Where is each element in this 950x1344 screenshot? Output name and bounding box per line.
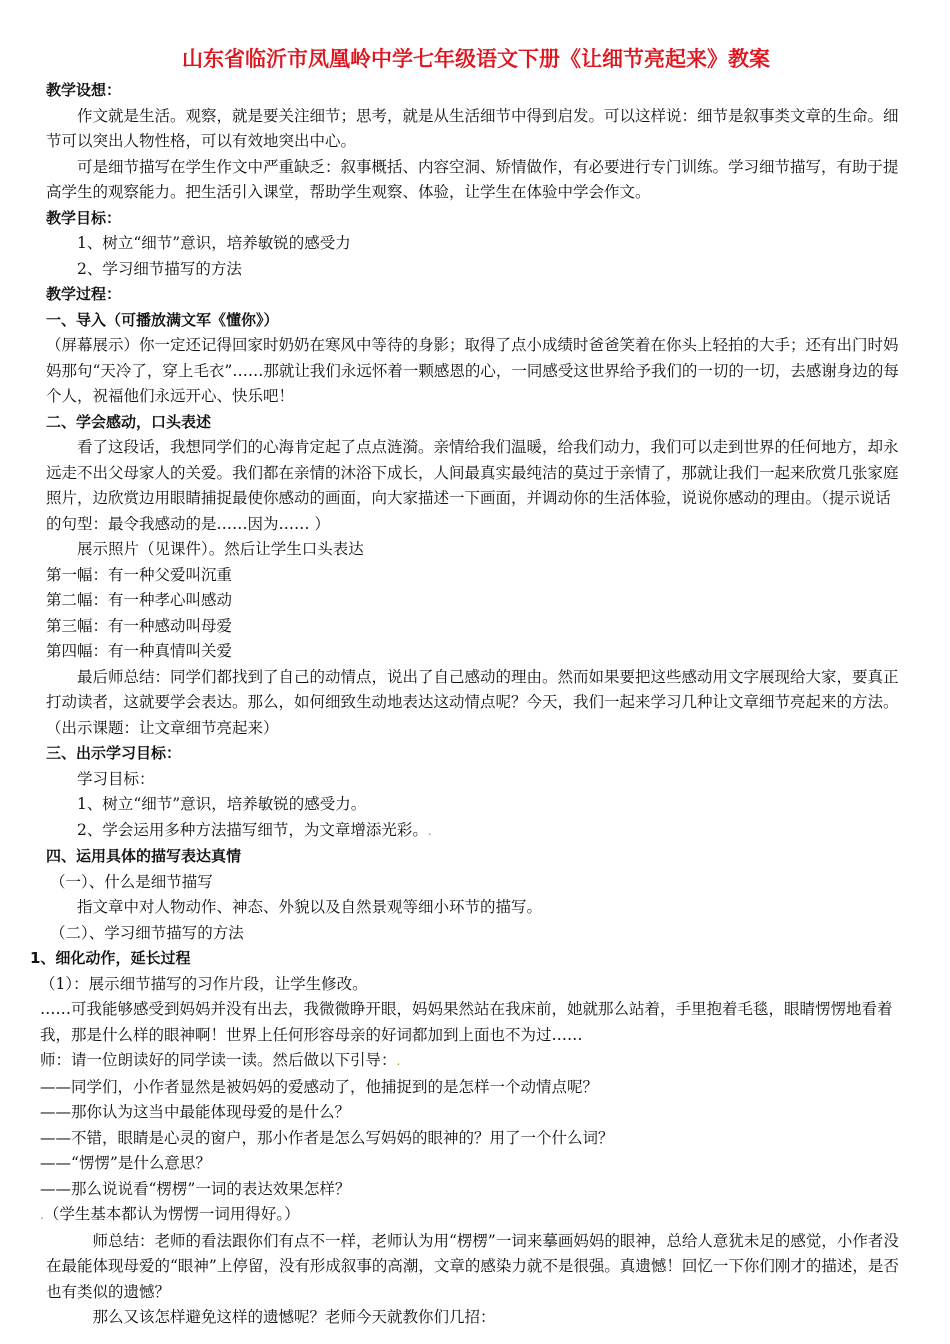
section-2-paragraph-2: 展示照片（见课件）。然后让学生口头表达 <box>77 540 364 558</box>
method-1-summary: 师总结：老师的看法跟你们有点不一样，老师认为用“楞楞”一词来摹画妈妈的眼神，总给人意犹未足的感觉，小作者没在最能体现母爱的“眼神”上停留，没有形成叙事的高潮，文章的感染力就不是很强。真遗憾！回忆一下你们刚才的描述，是否也有类似的遗憾？ <box>46 1231 899 1301</box>
frame-item-3: 第三幅：有一种感动叫母爱 <box>46 616 233 635</box>
goals-heading: 教学目标： <box>46 208 122 227</box>
design-paragraph-1: 作文就是生活。观察，就是要关注细节；思考，就是从生活细节中得到启发。可以这样说：细节是叙事类文章的生命。细节可以突出人物性格，可以有效地突出中心。 <box>46 106 899 150</box>
frame-item-4: 第四幅：有一种真情叫关爱 <box>46 642 233 660</box>
design-heading: 教学设想： <box>46 81 122 99</box>
subsection-1-text: 指文章中对人物动作、神态、外貌以及自然景观等细小环节的描写。 <box>77 898 543 916</box>
decorative-dot: . <box>40 1208 44 1222</box>
section-1-heading: 一、导入（可播放满文军《懂你》） <box>46 310 279 329</box>
frame-item-1: 第一幅：有一种父爱叫沉重 <box>46 565 233 584</box>
section-2-heading: 二、学会感动，口头表述 <box>46 412 212 431</box>
method-1-heading: 1、细化动作，延长过程 <box>30 949 191 967</box>
frame-item-2: 第二幅：有一种孝心叫感动 <box>46 591 233 609</box>
method-1-question-5: ——那么说说看“楞楞”一词的表达效果怎样？ <box>40 1179 351 1198</box>
design-paragraph-2: 可是细节描写在学生作文中严重缺乏：叙事概括、内容空洞、矫情做作，有必要进行专门训练。学习细节描写，有助于提高学生的观察能力。把生活引入课堂，帮助学生观察、体验，让学生在体验中学会作文。 <box>46 157 899 201</box>
decorative-dot: . <box>427 823 432 838</box>
subsection-2-heading: （二）、学习细节描写的方法 <box>50 923 244 942</box>
section-2-summary: 最后师总结：同学们都找到了自己的动情点，说出了自己感动的理由。然而如果要把这些感动用文字展现给大家，要真正打动读者，这就要学会表达。那么，如何细致生动地表达这动情点呢？今天，我们一起来学习几种让文章细节亮起来的方法。（出示课题：让文章细节亮起来） <box>46 667 899 737</box>
section-4-heading: 四、运用具体的描写表达真情 <box>46 847 242 865</box>
section-3-item-1: 1、树立“细节”意识，培养敏锐的感受力。 <box>77 795 367 813</box>
goal-item-1: 1、树立“细节”意识，培养敏锐的感受力 <box>77 234 351 252</box>
section-3-heading: 三、出示学习目标： <box>46 744 182 762</box>
method-1-note: .（学生基本都认为愣愣一词用得好。） <box>40 1205 300 1223</box>
section-1-text: （屏幕展示）你一定还记得回家时奶奶在寒风中等待的身影；取得了点小成绩时爸爸笑着在你头上轻拍的大手；还有出门时妈妈那句“天冷了，穿上毛衣”……那就让我们永远怀着一颗感恩的心，一同感受这世界给予我们的一切的一切，去感谢身边的每个人，祝福他们永远开心、快乐吧！ <box>46 336 899 405</box>
section-3-item-2: 2、学会运用多种方法描写细节，为文章增添光彩。. <box>77 820 432 839</box>
subsection-1-heading: （一）、什么是细节描写 <box>50 872 213 891</box>
document-title: 山东省临沂市凤凰岭中学七年级语文下册《让细节亮起来》教案 <box>182 47 770 71</box>
method-1-question-3: ——不错，眼睛是心灵的窗户，那小作者是怎么写妈妈的眼神的？用了一个什么词？ <box>40 1128 614 1147</box>
section-2-paragraph-1: 看了这段话，我想同学们的心海肯定起了点点涟漪。亲情给我们温暖，给我们动力，我们可以走到世界的任何地方，却永远走不出父母家人的关爱。我们都在亲情的沐浴下成长，人间最真实最纯洁的莫过于亲情了，那就让我们一起来欣赏几张家庭照片，边欣赏边用眼睛捕捉最使你感动的画面，向大家描述一下画面，并调动你的生活体验，说说你感动的理由。（提示说话的句型：最令我感动的是……因为…… ） <box>46 438 899 533</box>
goal-item-2: 2、学习细节描写的方法 <box>77 259 242 278</box>
section-3-label: 学习目标： <box>77 769 155 788</box>
decorative-dot: . <box>396 1054 401 1068</box>
method-1-question-4: ——“愣愣”是什么意思？ <box>40 1154 211 1172</box>
method-1-teacher-line: 师：请一位朗读好的同学读一读。然后做以下引导：. <box>40 1051 401 1069</box>
method-1-excerpt: ……可我能够感受到妈妈并没有出去，我微微睁开眼，妈妈果然站在我床前，她就那么站着，手里抱着毛毯，眼睛愣愣地看着我，那是什么样的眼神啊！世界上任何形容母亲的好词都加到上面也不为过…… <box>40 1000 893 1044</box>
method-1-question-2: ——那你认为这当中最能体现母爱的是什么？ <box>40 1103 351 1121</box>
method-1-question-1: ——同学们，小作者显然是被妈妈的爱感动了，他捕捉到的是怎样一个动情点呢？ <box>40 1077 599 1096</box>
method-1-step: （1）：展示细节描写的习作片段，让学生修改。 <box>40 974 368 993</box>
process-heading: 教学过程： <box>46 285 122 303</box>
method-1-closing: 那么又该怎样避免这样的遗憾呢？老师今天就教你们几招： <box>92 1308 496 1326</box>
